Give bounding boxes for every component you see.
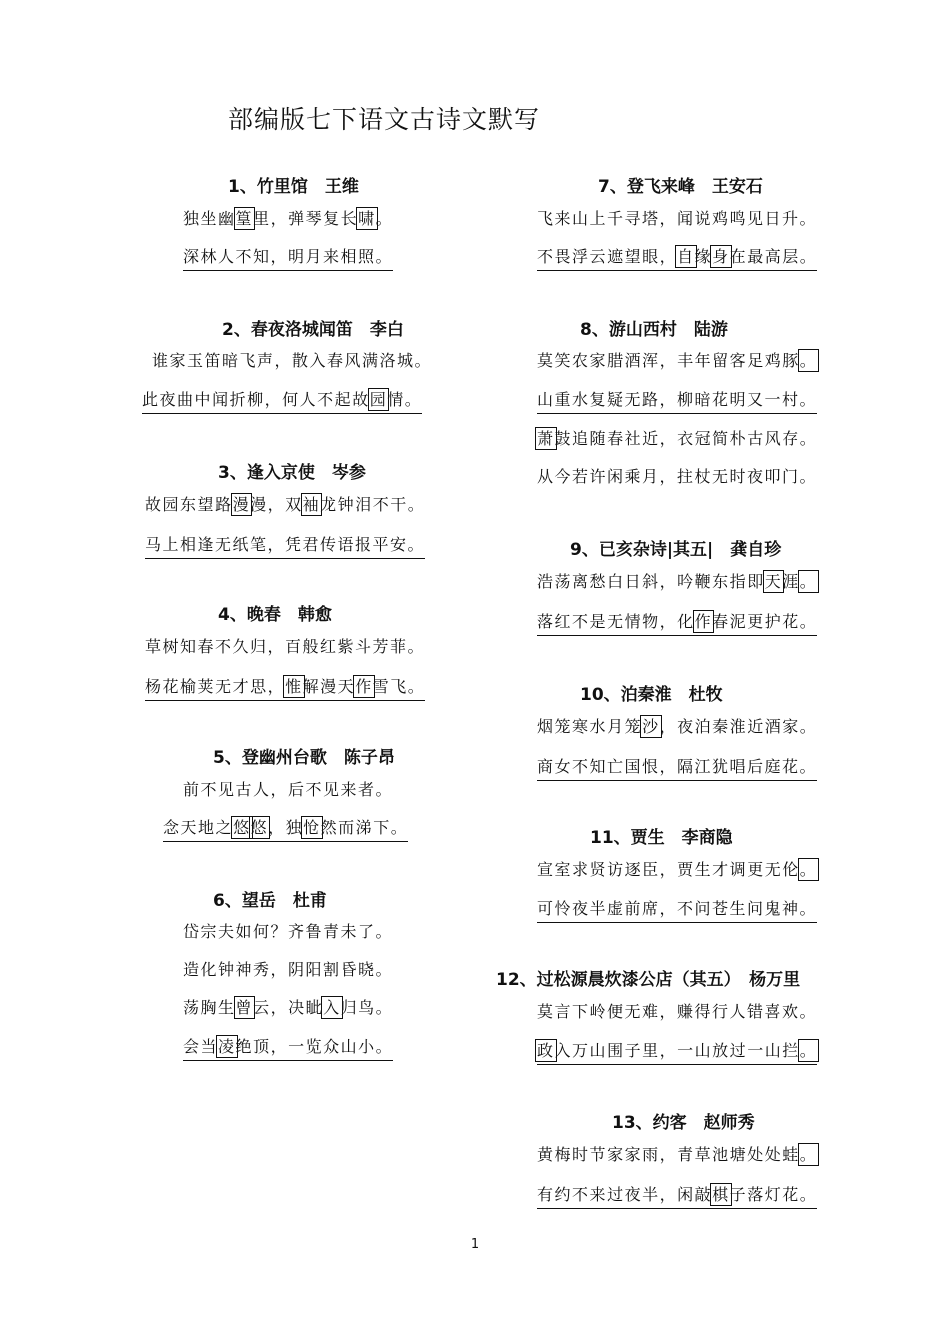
poem-line: 烟笼寒水月笼沙，夜泊秦淮近酒家。 bbox=[537, 717, 818, 736]
poem-line: 不畏浮云遮望眼，自缘身在最高层。 bbox=[537, 246, 817, 271]
poem-line: 草树知春不久归，百般红紫斗芳菲。 bbox=[145, 637, 426, 656]
poem-line: 会当凌绝顶，一览众山小。 bbox=[183, 1036, 393, 1061]
poem-title: 12、过松源晨炊漆公店（其五） 杨万里 bbox=[496, 970, 801, 990]
poem-title: 6、望岳 杜甫 bbox=[213, 891, 327, 911]
poem-line: 莫笑农家腊酒浑，丰年留客足鸡豚。 bbox=[537, 351, 818, 370]
poem-line: 商女不知亡国恨，隔江犹唱后庭花。 bbox=[537, 756, 817, 781]
poem-line: 萧鼓追随春社近，衣冠简朴古风存。 bbox=[537, 429, 818, 448]
poem-title: 13、约客 赵师秀 bbox=[612, 1113, 755, 1133]
poem-line: 可怜夜半虚前席，不问苍生问鬼神。 bbox=[537, 898, 817, 923]
poem-line: 此夜曲中闻折柳，何人不起故园情。 bbox=[142, 389, 422, 414]
poem-title: 4、晚春 韩愈 bbox=[218, 605, 332, 625]
poem-line: 宣室求贤访逐臣，贾生才调更无伦。 bbox=[537, 860, 818, 879]
poem-line: 谁家玉笛暗飞声，散入春风满洛城。 bbox=[152, 351, 433, 370]
page-number: 1 bbox=[470, 1237, 480, 1252]
poem-line: 马上相逢无纸笔，凭君传语报平安。 bbox=[145, 534, 425, 559]
poem-line: 独坐幽篁里，弹琴复长啸。 bbox=[183, 209, 394, 228]
poem-line: 山重水复疑无路，柳暗花明又一村。 bbox=[537, 389, 817, 414]
poem-line: 前不见古人，后不见来者。 bbox=[183, 780, 394, 799]
poem-line: 飞来山上千寻塔，闻说鸡鸣见日升。 bbox=[537, 209, 818, 228]
poem-title: 3、逢入京使 岑参 bbox=[218, 463, 366, 483]
poem-line: 有约不来过夜半，闲敲棋子落灯花。 bbox=[537, 1184, 817, 1209]
poem-line: 念天地之悠悠，独怆然而涕下。 bbox=[163, 817, 408, 842]
poem-title: 7、登飞来峰 王安石 bbox=[598, 177, 763, 197]
poem-title: 8、游山西村 陆游 bbox=[580, 320, 728, 340]
poem-line: 故园东望路漫漫，双袖龙钟泪不干。 bbox=[145, 495, 426, 514]
poem-line: 造化钟神秀，阴阳割昏晓。 bbox=[183, 960, 394, 979]
poem-line: 黄梅时节家家雨，青草池塘处处蛙。 bbox=[537, 1145, 818, 1164]
poem-line: 杨花榆荚无才思，惟解漫天作雪飞。 bbox=[145, 676, 425, 701]
poem-title: 11、贾生 李商隐 bbox=[590, 828, 733, 848]
poem-title: 9、已亥杂诗|其五| 龚自珍 bbox=[570, 540, 782, 560]
poem-line: 从今若许闲乘月，拄杖无时夜叩门。 bbox=[537, 467, 818, 486]
poem-line: 政入万山围子里，一山放过一山拦。 bbox=[537, 1040, 817, 1065]
poem-title: 5、登幽州台歌 陈子昂 bbox=[213, 748, 395, 768]
poem-line: 岱宗夫如何？齐鲁青未了。 bbox=[183, 922, 394, 941]
poem-line: 荡胸生曾云，决眦入归鸟。 bbox=[183, 998, 394, 1017]
poem-line: 莫言下岭便无难，赚得行人错喜欢。 bbox=[537, 1002, 818, 1021]
poem-line: 浩荡离愁白日斜，吟鞭东指即天涯。 bbox=[537, 572, 818, 591]
poem-title: 1、竹里馆 王维 bbox=[228, 177, 359, 197]
poem-line: 深林人不知，明月来相照。 bbox=[183, 246, 393, 271]
poem-title: 2、春夜洛城闻笛 李白 bbox=[222, 320, 404, 340]
poem-line: 落红不是无情物，化作春泥更护花。 bbox=[537, 611, 817, 636]
page-title: 部编版七下语文古诗文默写 bbox=[228, 105, 541, 134]
poem-title: 10、泊秦淮 杜牧 bbox=[580, 685, 723, 705]
